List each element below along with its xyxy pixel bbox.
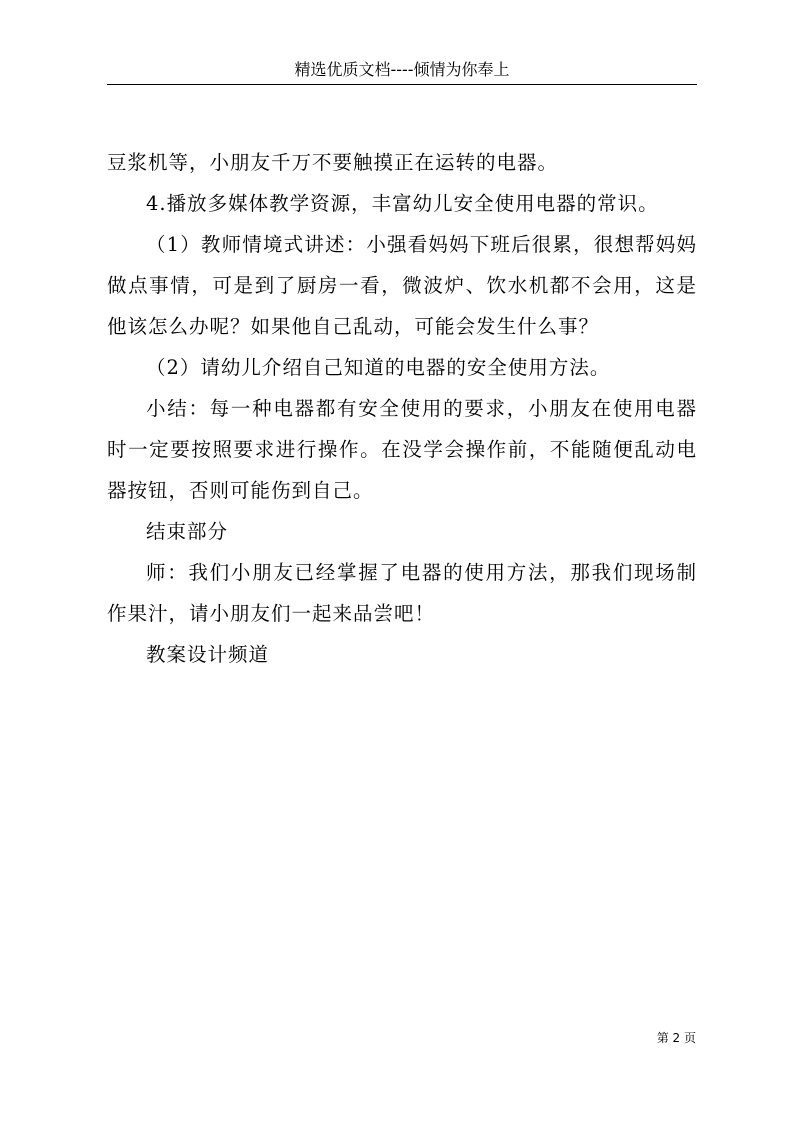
paragraph-step-4: 4.播放多媒体教学资源，丰富幼儿安全使用电器的常识。 xyxy=(146,192,659,215)
paragraph-channel: 教案设计频道 xyxy=(146,643,270,666)
paragraph-continuation: 豆浆机等，小朋友千万不要触摸正在运转的电器。 xyxy=(107,151,559,174)
section-heading-ending: 结束部分 xyxy=(146,520,229,543)
page-header: 精选优质文档----倾情为你奉上 xyxy=(294,60,510,79)
paragraph-item-1: （1）教师情境式讲述：小强看妈妈下班后很累，很想帮妈妈做点事情，可是到了厨房一看，微波炉、饮水机都不会用，这是他该怎么办呢？如果他自己乱动，可能会发生什么事？ xyxy=(107,233,697,338)
document-body xyxy=(107,142,697,675)
paragraph-teacher: 师：我们小朋友已经掌握了电器的使用方法，那我们现场制作果汁，请小朋友们一起来品尝吧！ xyxy=(107,561,697,625)
header-divider xyxy=(107,84,697,85)
paragraph-summary: 小结：每一种电器都有安全使用的要求，小朋友在使用电器时一定要按照要求进行操作。在没学会操作前，不能随便乱动电器按钮，否则可能伤到自己。 xyxy=(107,397,697,502)
paragraph-item-2: （2）请幼儿介绍自己知道的电器的安全使用方法。 xyxy=(146,356,611,379)
page-number: 第 2 页 xyxy=(656,1031,696,1045)
